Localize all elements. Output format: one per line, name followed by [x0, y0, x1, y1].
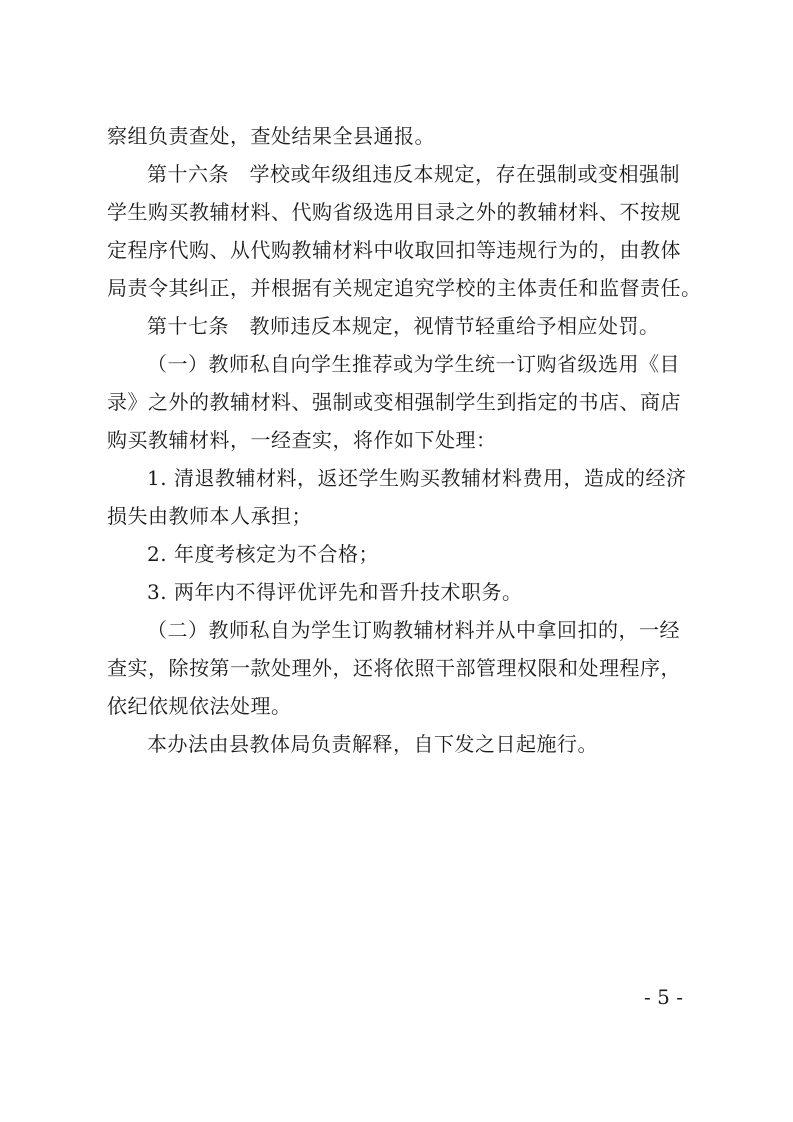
article-16-heading-line: 第十六条 学校或年级组违反本规定，存在强制或变相强制: [147, 162, 680, 186]
clause-1-line: （一）教师私自向学生推荐或为学生统一订购省级选用《目: [147, 352, 680, 376]
item-2-line: 2. 年度考核定为不合格；: [147, 542, 379, 566]
body-text-line: 局责令其纠正，并根据有关规定追究学校的主体责任和监督责任。: [107, 276, 702, 300]
clause-2-line: （二）教师私自为学生订购教辅材料并从中拿回扣的，一经: [147, 618, 680, 642]
body-text-line: 查实，除按第一款处理外，还将依照干部管理权限和处理程序，: [107, 656, 681, 680]
item-1-line: 1. 清退教辅材料，返还学生购买教辅材料费用，造成的经济: [147, 466, 687, 490]
body-text-line: 学生购买教辅材料、代购省级选用目录之外的教辅材料、不按规: [107, 200, 681, 224]
item-3-line: 3. 两年内不得评优评先和晋升技术职务。: [147, 580, 523, 604]
body-text-line: 购买教辅材料，一经查实，将作如下处理：: [107, 428, 497, 452]
body-text-line: 依纪依规依法处理。: [107, 694, 292, 718]
body-text-line: 定程序代购、从代购教辅材料中收取回扣等违规行为的，由教体: [107, 238, 681, 262]
closing-statement-line: 本办法由县教体局负责解释，自下发之日起施行。: [147, 732, 598, 756]
article-17-heading-line: 第十七条 教师违反本规定，视情节轻重给予相应处罚。: [147, 314, 660, 338]
page-number: - 5 -: [644, 985, 683, 1009]
body-text-line: 录》之外的教辅材料、强制或变相强制学生到指定的书店、商店: [107, 390, 681, 414]
body-text-line: 损失由教师本人承担；: [107, 504, 312, 528]
body-text-line: 察组负责查处，查处结果全县通报。: [107, 124, 435, 148]
